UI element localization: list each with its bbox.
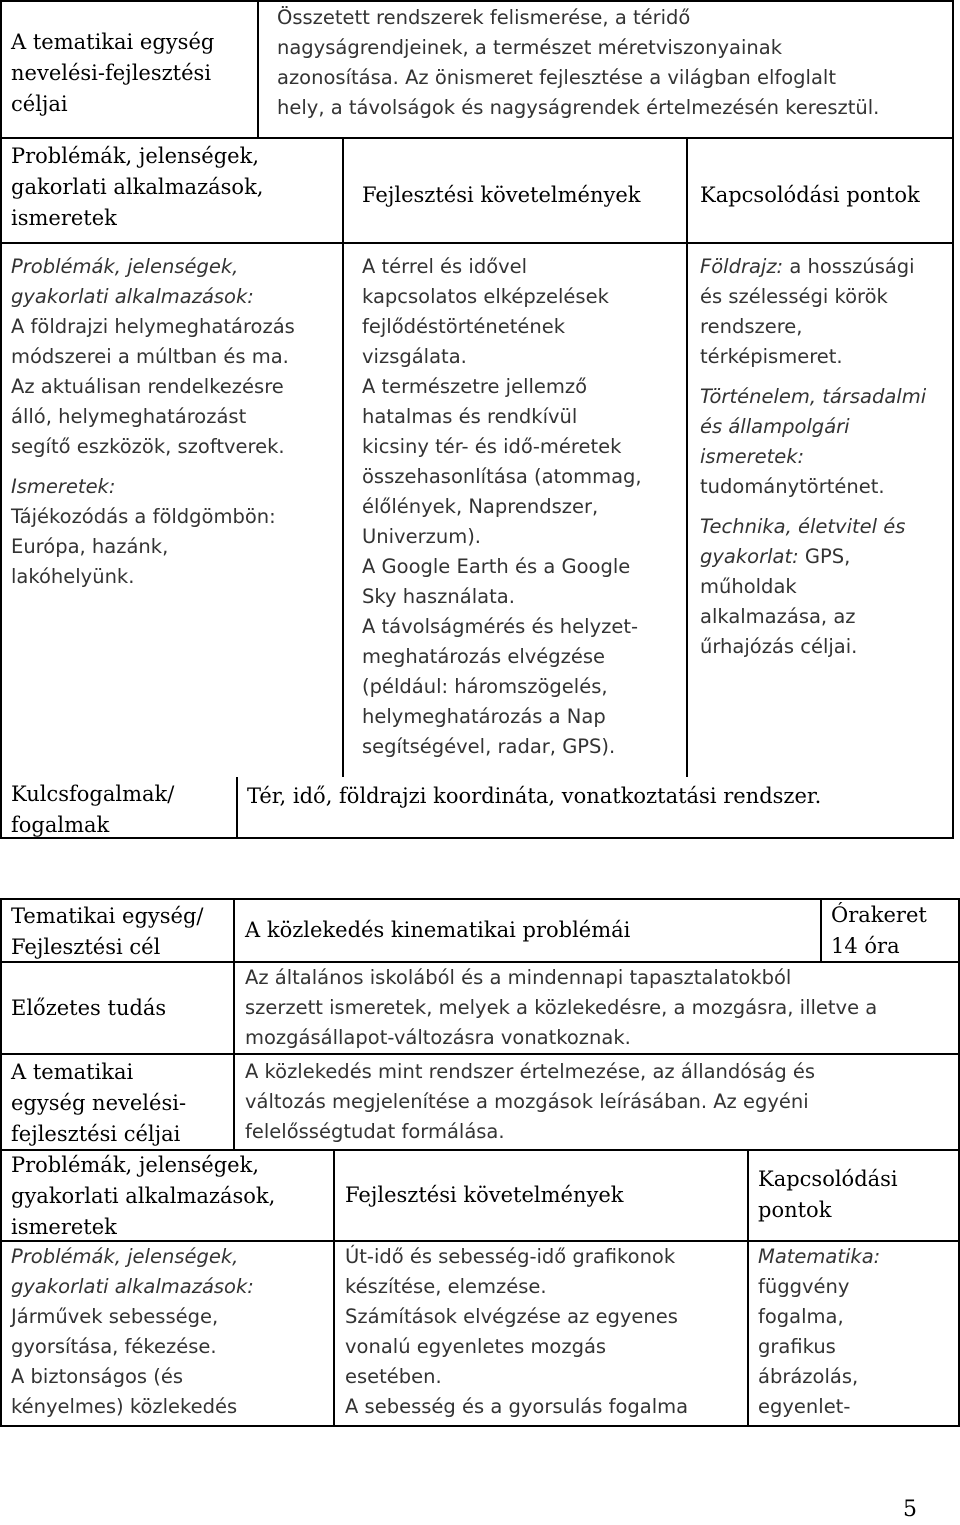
- hours-value: 14 óra: [831, 934, 900, 958]
- header-problems: Problémák, jelenségek, gakorlati alkalmazások, ismeretek: [11, 144, 264, 230]
- hours-box: [831, 900, 927, 962]
- requirements-column-2: Út-idő és sebesség-idő grafikonok készítése, elemzése. Számítások elvégzése az egyenes vonalú egyenletes mozgás esetében. A sebesség és a gyorsulás fogalma: [345, 1245, 689, 1418]
- hours-label: Órakeret: [831, 903, 927, 927]
- prior-label: Előzetes tudás: [11, 996, 167, 1020]
- header-requirements: Fejlesztési követelmények: [362, 183, 641, 207]
- prior-text: Az általános iskolából és a mindennapi tapasztalatokból szerzett ismeretek, melyek a közlekedésre, a mozgásra, illetve a mozgásállapot-változásra vonatkoznak.: [245, 966, 878, 1049]
- problems-column: Problémák, jelenségek, gyakorlati alkalmazások: A földrajzi helymeghatározás módszerei a múltban és ma. Az aktuálisan rendelkezésre álló, helymeghatározást segítő eszközök, szoftverek. Ismeretek: Tájékozódás a földgömbön: Európa, hazánk, lakóhelyünk.: [11, 255, 295, 588]
- header-connections: Kapcsolódási pontok: [700, 183, 920, 207]
- unit-title: A közlekedés kinematikai problémái: [245, 918, 631, 942]
- keywords-text: Tér, idő, földrajzi koordináta, vonatkoztatási rendszer.: [247, 784, 822, 808]
- goals-text-2: A közlekedés mint rendszer értelmezése, az állandóság és változás megjelenítése a mozgások leírásában. Az egyéni felelősségtudat formálása.: [245, 1060, 816, 1143]
- problems-column-2: Problémák, jelenségek, gyakorlati alkalmazások: Járművek sebessége, gyorsítása, fékezése. A biztonságos (és kényelmes) közlekedés: [11, 1245, 254, 1418]
- unit-label: Tematikai egység/ Fejlesztési cél: [11, 904, 204, 959]
- connections-column-2: Matematika: függvény fogalma, grafikus ábrázolás, egyenlet-: [758, 1245, 881, 1418]
- keywords-label: Kulcsfogalmak/ fogalmak: [11, 782, 175, 837]
- goals-text: Összetett rendszerek felismerése, a téridő nagyságrendjeinek, a természet méretviszonyainak azonosítása. Az önismeret fejlesztése a világban elfoglalt hely, a távolságok és nagyságrendek értelmezésén keresztül.: [277, 6, 880, 119]
- goals-label: A tematikai egység nevelési-fejlesztési céljai: [11, 30, 215, 116]
- header-requirements-2: Fejlesztési követelmények: [345, 1183, 624, 1207]
- header-connections-2: Kapcsolódási pontok: [758, 1167, 898, 1222]
- header-problems-2: Problémák, jelenségek, gyakorlati alkalmazások, ismeretek: [11, 1153, 276, 1239]
- connections-column: Földrajz: a hosszúsági és szélességi körök rendszere, térképismeret. Történelem, társadalmi és állampolgári ismeretek: tudománytörténet. Technika, életvitel és gyakorlat: GPS, műholdak alkalmazása, az űrhajózás céljai.: [700, 255, 927, 658]
- goals-label-2: A tematikai egység nevelési- fejlesztési céljai: [11, 1060, 187, 1146]
- requirements-column: A térrel és idővel kapcsolatos elképzelések fejlődéstörténetének vizsgálata. A természetre jellemző hatalmas és rendkívül kicsiny tér- és idő-méretek összehasonlítása (atommag, élőlények, Naprendszer, Univerzum). A Google Earth és a Google Sky használata. A távolságmérés és helyzet- meghatározás elvégzése (például: háromszögelés, helymeghatározás a Nap segítségével, radar, GPS).: [362, 255, 642, 758]
- page-number: 5: [903, 1497, 917, 1522]
